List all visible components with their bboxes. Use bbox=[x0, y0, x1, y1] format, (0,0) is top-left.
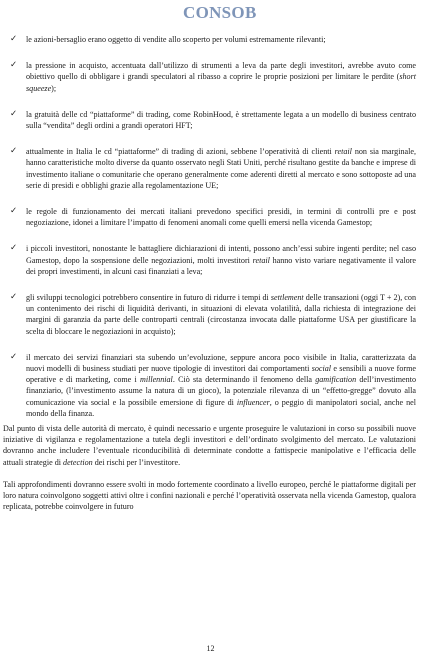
text-run: gli sviluppi tecnologici potrebbero consentire in futuro di ridurre i tempi di bbox=[26, 293, 271, 303]
text-run: ); bbox=[51, 83, 57, 93]
checkmark-icon: ✓ bbox=[10, 34, 18, 44]
list-item-text bbox=[26, 60, 416, 94]
list-item bbox=[0, 109, 421, 131]
italic-text: influencer bbox=[236, 397, 270, 407]
text-run: e sensibili a nuove forme operative e di marketing, come i bbox=[26, 364, 416, 385]
italic-text: retail bbox=[252, 255, 270, 265]
text-run: non sia marginale, hanno caratteristiche molto diverse da quanto osservato negli Stati Uniti, perché risultano gestite da banche e imprese di investimento italiane o comunitarie che operano generalmente come aderenti diretti al mercato e sono sottoposte ad una serie di presidi e obblighi grazie alla regolamentazione UE; bbox=[26, 147, 416, 190]
checkmark-icon: ✓ bbox=[10, 60, 18, 71]
text-run: le azioni-bersaglio erano oggetto di vendite allo scoperto per volumi estremamente rilevanti; bbox=[26, 35, 326, 44]
list-item bbox=[0, 60, 421, 94]
checkmark-icon: ✓ bbox=[10, 206, 18, 217]
list-item-text bbox=[26, 243, 416, 277]
list-item bbox=[0, 352, 421, 419]
list-item bbox=[0, 206, 421, 228]
list-item bbox=[0, 34, 421, 45]
italic-text: gamification bbox=[315, 375, 357, 385]
list-item bbox=[0, 292, 421, 337]
list-item-text bbox=[26, 206, 416, 228]
italic-text: millennial bbox=[139, 375, 173, 385]
list-item-text bbox=[26, 352, 416, 419]
text-run: le regole di funzionamento dei mercati italiani prevedono specifici presidi, in termini di controlli pre e post negoziazione, idonei a limitare l’impatto di fenomeni anomali come quelli emersi nella vicenda Gamestop; bbox=[26, 207, 416, 228]
list-item-text bbox=[26, 34, 416, 45]
italic-text: retail bbox=[334, 147, 352, 157]
body-paragraph bbox=[0, 479, 421, 513]
text-run: attualmente in Italia le cd “piattaforme” di trading di azioni, sebbene l’operatività di clienti bbox=[26, 147, 335, 157]
page-number: 12 bbox=[206, 644, 215, 653]
checkmark-icon: ✓ bbox=[10, 292, 18, 303]
text-run: dell’investimento finanziario, (l’investimento assume la natura di un gioco), la potenziale rilevanza di un “effetto-gregge” dovuto alla comunicazione via social e la possibile emersione di figure di bbox=[26, 375, 416, 407]
text-run: dei rischi per l’investitore. bbox=[92, 457, 181, 467]
checkmark-icon: ✓ bbox=[10, 146, 18, 157]
text-run: la pressione in acquisto, accentuata dall’utilizzo di strumenti a leva da parte degli investitori, avrebbe avuto come obiettivo quello di obbligare i grandi speculatori al ribasso a coprire le proprie posizioni per limitare le perdite ( bbox=[26, 61, 416, 82]
text-run: i piccoli investitori, nonostante le battagliere dichiarazioni di intenti, possono anch’essi subire ingenti perdite; nel caso Gamestop, dopo la sospensione delle negoziazioni, molti investitori bbox=[26, 244, 416, 265]
text-run: Tali approfondimenti dovranno essere svolti in modo fortemente coordinato a livello europeo, perché le piattaforme digitali per loro natura coinvolgono soggetti attivi oltre i confini nazionali e perché l’operatività osservata nella vicenda Gamestop, qualora replicata, potrebbe coinvolgere in futuro bbox=[3, 479, 416, 512]
text-run: il mercato dei servizi finanziari sta subendo un’evoluzione, seppure ancora poco visibile in Italia, caratterizzata da nuovi modelli di business studiati per nuove tipologie di investitori dai comportamenti bbox=[26, 352, 416, 374]
list-item bbox=[0, 243, 421, 277]
checkmark-icon: ✓ bbox=[10, 108, 18, 119]
text-run: hanno visto variare negativamente il valore dei propri investimenti, in alcuni casi finanziati a leva; bbox=[26, 255, 416, 276]
checkmark-icon: ✓ bbox=[10, 243, 18, 254]
text-run: Dal punto di vista delle autorità di mercato, è quindi necessario e urgente proseguire le valutazioni in corso su possibili nuove iniziative di vigilanza e regolamentazione a tutela degli investitori e dell’ordinato svolgimento del mercato. Le valutazioni dovranno anche includere l’eventuale riconducibilità di determinate condotte a fattispecie manipolative e l’efficacia delle attuali strategie di bbox=[3, 424, 416, 467]
text-run: , o peggio di manipolatori social, anche nel mondo della finanza. bbox=[26, 397, 416, 418]
list-item-text bbox=[26, 292, 416, 337]
list-item-text bbox=[26, 109, 416, 131]
checkmark-icon: ✓ bbox=[10, 351, 18, 362]
italic-text: short squeeze bbox=[26, 72, 416, 93]
text-run: . Ciò sta determinando il fenomeno della bbox=[172, 375, 316, 385]
text-run: la gratuità delle cd “piattaforme” di trading, come RobinHood, è strettamente legata a un modello di business centrato sulla “vendita” degli ordini a grandi operatori HFT; bbox=[26, 109, 416, 131]
body-paragraph bbox=[0, 423, 421, 468]
list-item-text bbox=[26, 146, 416, 191]
text-run: delle transazioni (oggi T + 2), con un contenimento dei rischi di liquidità derivanti, in situazioni di elevata volatilità, dalla richiesta di integrazione dei margini di garanzia da parte delle controparti centrali (circostanza invocata dalle piattaforme USA per giustificare la scelta di bloccare le negoziazioni in acquisto); bbox=[26, 293, 416, 336]
italic-text: detection bbox=[63, 457, 93, 467]
italic-text: settlement bbox=[270, 293, 304, 303]
document-body bbox=[0, 34, 421, 513]
list-item bbox=[0, 146, 421, 191]
italic-text: social bbox=[311, 364, 332, 374]
consob-logo: CONSOB bbox=[183, 3, 257, 22]
